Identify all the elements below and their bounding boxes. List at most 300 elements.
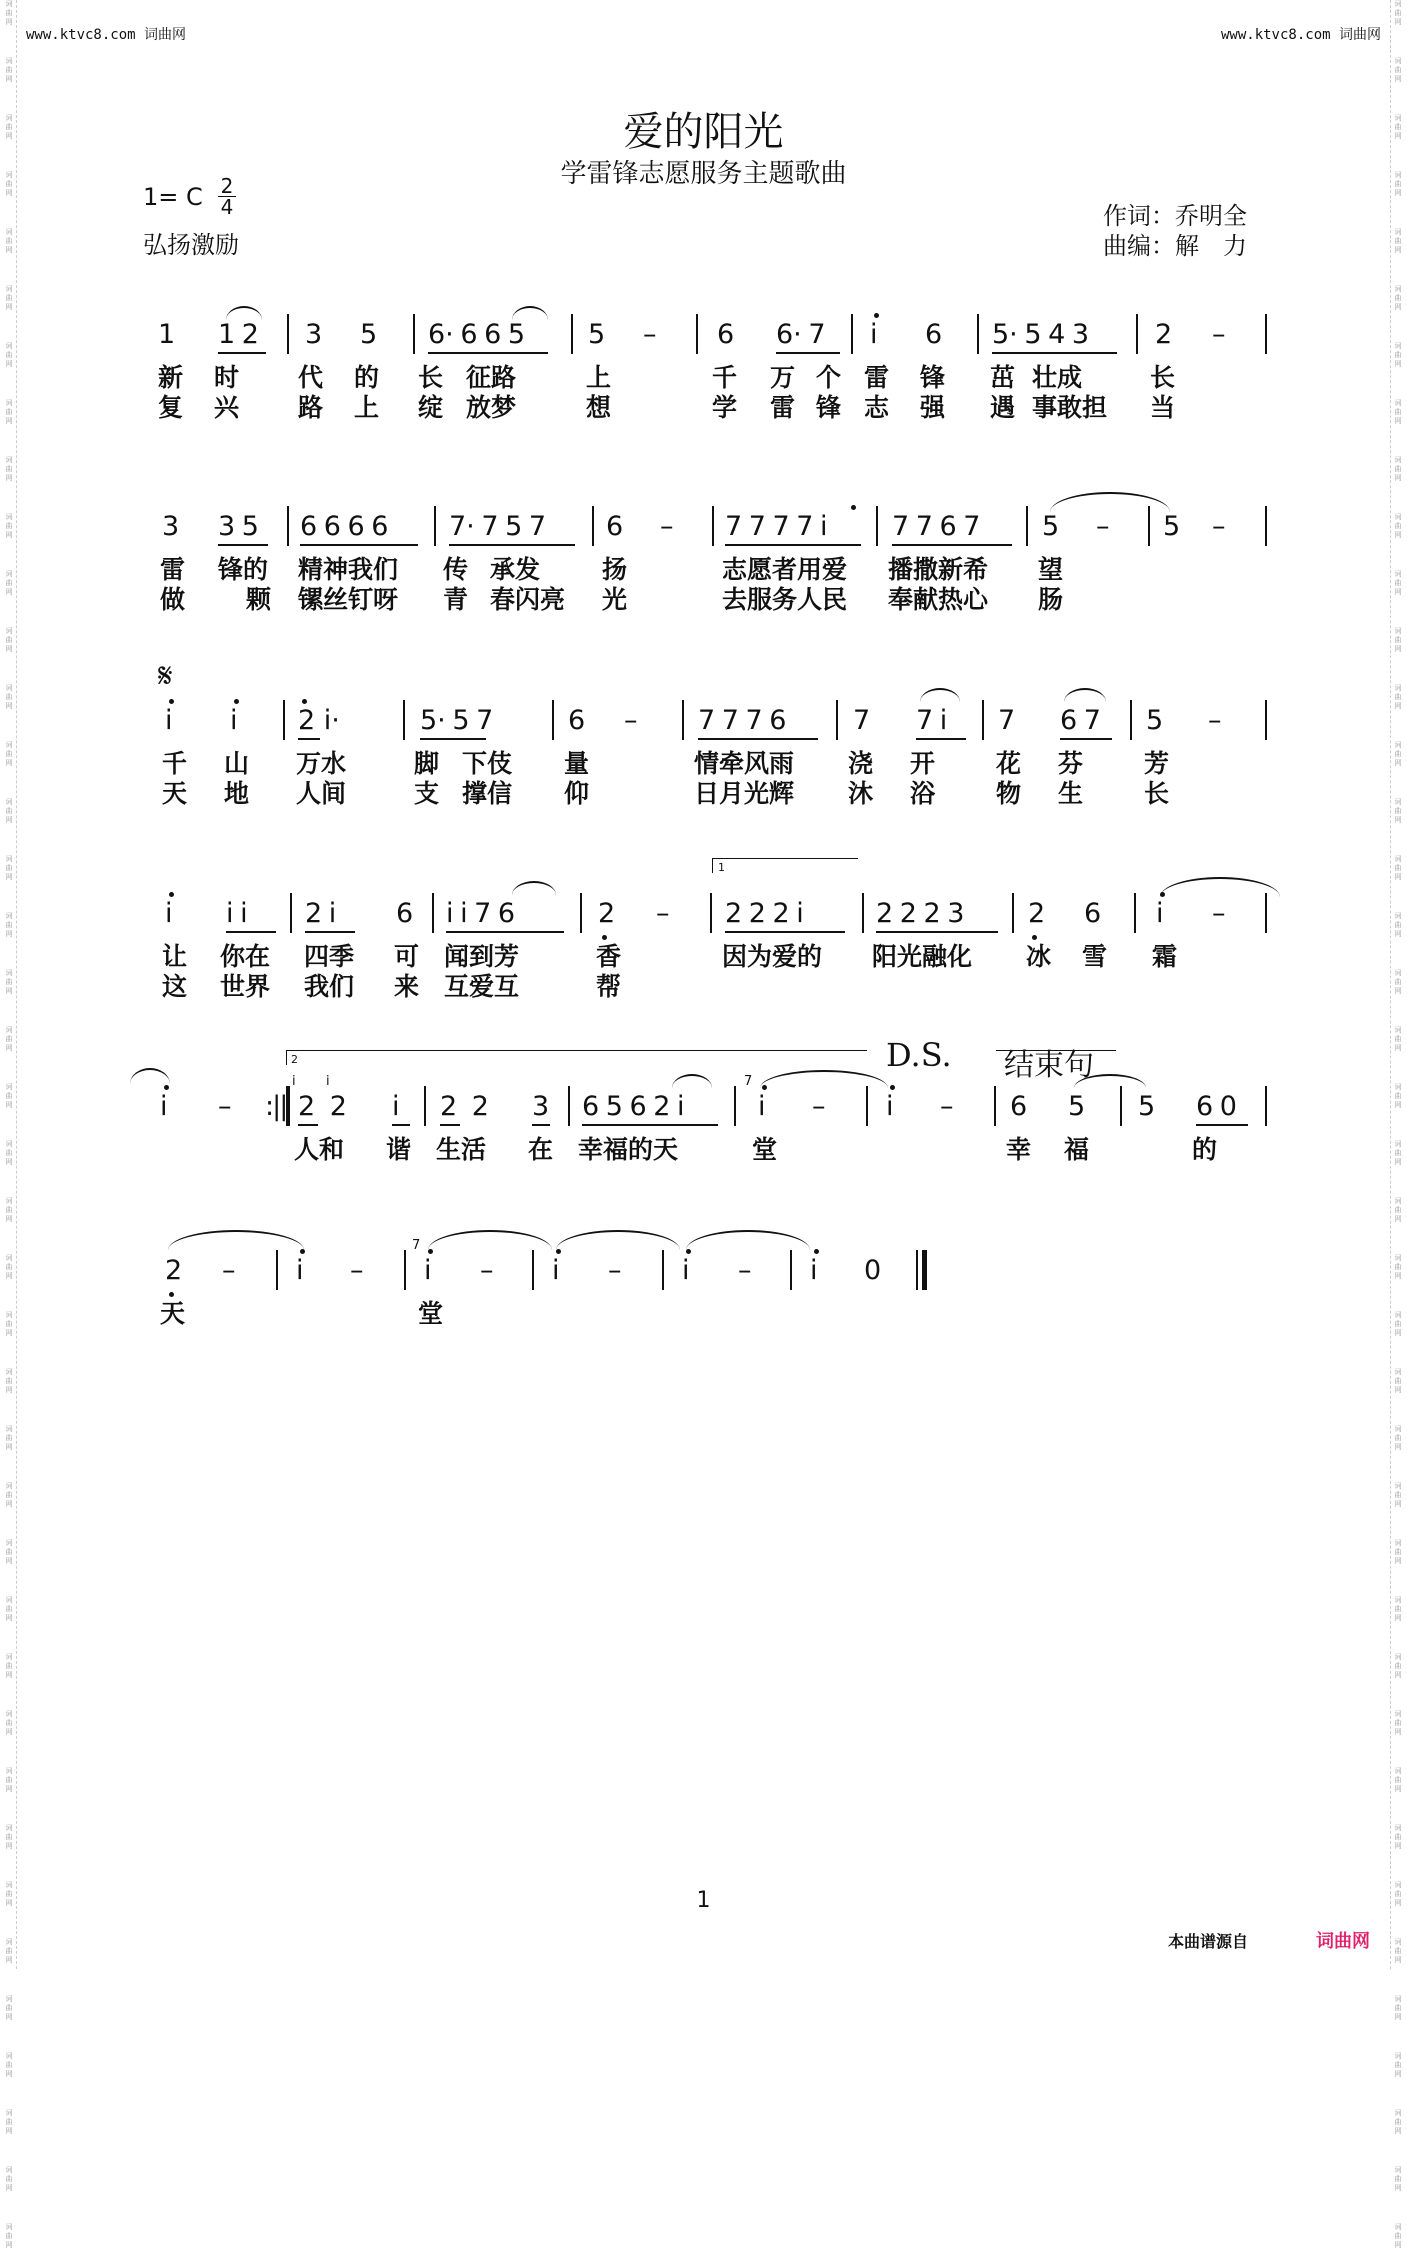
lyric: 因为爱的 <box>722 942 823 971</box>
watermark-text: 词 曲 网 <box>5 912 13 938</box>
watermark-text: 词 曲 网 <box>5 1653 13 1679</box>
octave-dot <box>602 935 607 940</box>
note: 6 <box>606 511 624 542</box>
dash: – <box>350 1255 364 1286</box>
barline <box>1026 506 1028 546</box>
lyric: 堂 <box>418 1299 444 1328</box>
note: i <box>758 1091 766 1122</box>
lyric: 颗 <box>246 585 272 614</box>
octave-dot <box>169 699 174 704</box>
barline <box>1265 314 1267 354</box>
barline <box>290 893 292 933</box>
note: i <box>810 1255 818 1286</box>
beam <box>305 931 355 933</box>
octave-dot <box>890 1085 895 1090</box>
note: 5 <box>1068 1091 1086 1122</box>
barline <box>1265 1086 1267 1126</box>
watermark-text: 词 曲 网 <box>5 1767 13 1793</box>
note: 6 <box>925 319 943 350</box>
note: i <box>392 1091 400 1122</box>
lyric: 做 <box>160 585 186 614</box>
beam <box>582 1124 718 1126</box>
beam <box>298 1124 318 1126</box>
dash: – <box>624 705 638 736</box>
slur <box>672 1074 712 1088</box>
watermark-text: 词 曲 网 <box>5 0 13 26</box>
dash: – <box>660 511 674 542</box>
watermark-text: 词 曲 网 <box>1394 1653 1402 1679</box>
dash: – <box>1096 511 1110 542</box>
beam <box>876 931 998 933</box>
note-group: 6 7 <box>1060 705 1101 736</box>
watermark-text: 词 曲 网 <box>1394 342 1402 368</box>
lyric: 上 <box>354 393 380 422</box>
note: 1 <box>158 319 176 350</box>
tie <box>428 1230 552 1250</box>
lyric: 的 <box>1192 1135 1218 1164</box>
watermark-text: 词 曲 网 <box>5 741 13 767</box>
note: 2 <box>1155 319 1173 350</box>
note: 5 <box>1042 511 1060 542</box>
watermark-text: 词 曲 网 <box>5 1311 13 1337</box>
octave-dot <box>300 1249 305 1254</box>
lyric: 闻到芳 <box>444 942 520 971</box>
lyric: 志愿者用爱 <box>722 555 848 584</box>
lyric: 开 <box>910 749 936 778</box>
note: 5 <box>1146 705 1164 736</box>
lyric: 浴 <box>910 779 936 808</box>
header-url-left: www.ktvc8.com 词曲网 <box>26 27 187 43</box>
lyric: 福 <box>1064 1135 1090 1164</box>
lyric: 让 <box>162 942 188 971</box>
lyric: 锋 <box>816 393 842 422</box>
watermark-text: 词 曲 网 <box>1394 1254 1402 1280</box>
dash: – <box>480 1255 494 1286</box>
note: 2 <box>165 1255 183 1286</box>
watermark-text: 词 曲 网 <box>1394 2166 1402 2192</box>
dash: – <box>1212 511 1226 542</box>
barline <box>866 1086 868 1126</box>
note-group: 2 i· <box>298 705 340 736</box>
barline <box>977 314 979 354</box>
barline <box>1134 893 1136 933</box>
lyric: 地 <box>224 779 250 808</box>
lyric: 生活 <box>436 1135 487 1164</box>
lyric: 新 <box>158 363 184 392</box>
barline <box>283 700 285 740</box>
watermark-text: 词 曲 网 <box>5 1710 13 1736</box>
lyric: 承发 <box>490 555 541 584</box>
note: 5 <box>1138 1091 1156 1122</box>
lyric: 路 <box>298 393 324 422</box>
barline <box>696 314 698 354</box>
watermark-text: 词 曲 网 <box>5 1824 13 1850</box>
watermark-text: 词 曲 网 <box>1394 114 1402 140</box>
beam <box>226 931 276 933</box>
beam <box>1196 1124 1248 1126</box>
barline <box>1265 893 1267 933</box>
slur <box>226 306 262 320</box>
watermark-text: 词 曲 网 <box>5 627 13 653</box>
lyric: 人和 <box>294 1135 345 1164</box>
watermark-text: 词 曲 网 <box>5 1881 13 1907</box>
lyric: 量 <box>564 749 590 778</box>
barline <box>568 1086 570 1126</box>
dash: – <box>608 1255 622 1286</box>
note-group: 2 i <box>305 898 337 929</box>
watermark-text: 词 曲 网 <box>1394 570 1402 596</box>
lyric: 学 <box>712 393 738 422</box>
barline <box>734 1086 736 1126</box>
beam <box>992 352 1117 354</box>
barline <box>403 700 405 740</box>
lyric: 想 <box>586 393 612 422</box>
time-signature-top: 2 <box>220 174 234 198</box>
lyric: 茁 <box>990 363 1016 392</box>
barline <box>276 1250 278 1290</box>
lyric: 的 <box>354 363 380 392</box>
lyric: 锋 <box>920 363 946 392</box>
watermark-text: 词 曲 网 <box>1394 2223 1402 2249</box>
barline <box>592 506 594 546</box>
beam <box>1060 738 1112 740</box>
lyric: 万 <box>770 363 796 392</box>
watermark-text: 词 曲 网 <box>5 1425 13 1451</box>
watermark-text: 词 曲 网 <box>1394 1083 1402 1109</box>
octave-dot <box>1032 935 1037 940</box>
barline <box>552 700 554 740</box>
beam <box>725 544 861 546</box>
watermark-text: 词 曲 网 <box>5 1938 13 1964</box>
tempo-mood: 弘扬激励 <box>143 231 239 259</box>
segno-sign: 𝄋 <box>158 656 173 696</box>
watermark-text: 词 曲 网 <box>1394 0 1402 26</box>
slur <box>920 688 960 702</box>
watermark-text: 词 曲 网 <box>5 2223 13 2249</box>
barline <box>287 314 289 354</box>
slur <box>512 306 548 320</box>
barline <box>712 506 714 546</box>
slur <box>512 881 556 895</box>
lyric: 浇 <box>848 749 874 778</box>
watermark-text: 词 曲 网 <box>5 1596 13 1622</box>
watermark-text: 词 曲 网 <box>1394 1482 1402 1508</box>
lyric: 雪 <box>1082 942 1108 971</box>
watermark-text: 词 曲 网 <box>5 570 13 596</box>
lyric: 兴 <box>214 393 240 422</box>
watermark-text: 词 曲 网 <box>5 684 13 710</box>
tie <box>168 1230 304 1250</box>
watermark-text: 词 曲 网 <box>1394 684 1402 710</box>
lyric: 沐 <box>848 779 874 808</box>
final-barline <box>922 1250 927 1290</box>
note-group: 6· 7 <box>776 319 826 350</box>
barline <box>836 700 838 740</box>
octave-dot <box>302 699 307 704</box>
watermark-text: 词 曲 网 <box>1394 912 1402 938</box>
lyric: 雷 <box>864 363 890 392</box>
lyric: 事敢担 <box>1032 393 1108 422</box>
watermark-text: 词 曲 网 <box>1394 1026 1402 1052</box>
lyric: 日月光辉 <box>694 779 795 808</box>
beam <box>725 931 845 933</box>
grace-note: 7 <box>412 1238 421 1253</box>
first-ending-number: 1 <box>718 861 725 874</box>
watermark-text: 词 曲 网 <box>5 1026 13 1052</box>
watermark-text: 词 曲 网 <box>1394 1311 1402 1337</box>
watermark-text: 词 曲 网 <box>5 1368 13 1394</box>
watermark-text: 词 曲 网 <box>1394 1767 1402 1793</box>
watermark-text: 词 曲 网 <box>5 399 13 425</box>
note: 7 <box>853 705 871 736</box>
dash: – <box>1212 319 1226 350</box>
barline <box>434 506 436 546</box>
barline <box>916 1250 918 1290</box>
beam <box>298 738 320 740</box>
lyric: 世界 <box>220 972 271 1001</box>
lyric: 山 <box>224 749 250 778</box>
lyric: 芳 <box>1144 749 1170 778</box>
beam <box>446 931 564 933</box>
lyric: 脚 <box>414 749 440 778</box>
note: i <box>886 1091 894 1122</box>
tie <box>760 1070 888 1088</box>
note: 3 <box>532 1091 550 1122</box>
lyric: 谐 <box>386 1135 412 1164</box>
time-signature-bottom: 4 <box>218 196 236 217</box>
watermark-text: 词 曲 网 <box>1394 1140 1402 1166</box>
beam <box>218 352 266 354</box>
note: 5 <box>588 319 606 350</box>
lyric: 天 <box>160 1299 186 1328</box>
lyric: 你在 <box>220 942 271 971</box>
note: i <box>165 898 173 929</box>
second-ending-bracket <box>286 1050 867 1065</box>
watermark-text: 词 曲 网 <box>1394 1824 1402 1850</box>
watermark-text: 词 曲 网 <box>5 2109 13 2135</box>
watermark-text: 词 曲 网 <box>5 1539 13 1565</box>
dash: – <box>738 1255 752 1286</box>
barline <box>1012 893 1014 933</box>
beam <box>892 544 1012 546</box>
beam <box>449 544 575 546</box>
dash: – <box>643 319 657 350</box>
dash: – <box>656 898 670 929</box>
dash: – <box>1208 705 1222 736</box>
watermark-text: 词 曲 网 <box>5 285 13 311</box>
note: 2 <box>1028 898 1046 929</box>
note-group: 7· 7 5 7 <box>449 511 547 542</box>
lyric: 传 <box>443 555 469 584</box>
watermark-text: 词 曲 网 <box>5 1254 13 1280</box>
note-group: 2 2 <box>298 1091 347 1122</box>
lyric: 可 <box>394 942 420 971</box>
lyric: 这 <box>162 972 188 1001</box>
barline <box>287 506 289 546</box>
lyric: 代 <box>298 363 324 392</box>
lyric: 长 <box>1150 363 1176 392</box>
watermark-text: 词 曲 网 <box>5 2052 13 2078</box>
note-group: 6 6 6 6 <box>300 511 389 542</box>
lyric: 芬 <box>1058 749 1084 778</box>
barline <box>424 1086 426 1126</box>
lyric: 扬 <box>602 555 628 584</box>
barline <box>682 700 684 740</box>
lyric: 仰 <box>564 779 590 808</box>
right-watermark-strip <box>1390 0 1405 2249</box>
lyric: 在 <box>528 1135 554 1164</box>
lyric: 镙丝钉呀 <box>298 585 399 614</box>
lyric: 光 <box>602 585 628 614</box>
watermark-text: 词 曲 网 <box>1394 2109 1402 2135</box>
octave-dot <box>851 505 856 510</box>
note: 2 <box>598 898 616 929</box>
note-group: 2 2 2 3 <box>876 898 965 929</box>
song-title: 爱的阳光 <box>623 109 784 155</box>
watermark-text: 词 曲 网 <box>5 57 13 83</box>
lyric: 志 <box>864 393 890 422</box>
lyric: 征路 <box>466 363 517 392</box>
lyric: 千 <box>162 749 188 778</box>
lyric: 花 <box>996 749 1022 778</box>
octave-dot <box>169 1292 174 1297</box>
lyric: 长 <box>418 363 444 392</box>
watermark-text: 词 曲 网 <box>5 456 13 482</box>
watermark-text: 词 曲 网 <box>1394 399 1402 425</box>
watermark-text: 词 曲 网 <box>5 513 13 539</box>
beam <box>300 544 418 546</box>
watermark-text: 词 曲 网 <box>5 969 13 995</box>
note: i <box>870 319 878 350</box>
octave-dot <box>874 313 879 318</box>
watermark-text: 词 曲 网 <box>1394 456 1402 482</box>
repeat-barline <box>286 1086 290 1126</box>
beam <box>698 738 818 740</box>
watermark-text: 词 曲 网 <box>1394 1596 1402 1622</box>
left-watermark-strip <box>2 0 17 2249</box>
lyric: 复 <box>158 393 184 422</box>
watermark-text: 词 曲 网 <box>1394 513 1402 539</box>
watermark-text: 词 曲 网 <box>1394 285 1402 311</box>
lyric: 播撒新希 <box>888 555 989 584</box>
rest: 0 <box>864 1255 882 1286</box>
barline <box>1148 506 1150 546</box>
note: 6 <box>396 898 414 929</box>
watermark-text: 词 曲 网 <box>1394 1197 1402 1223</box>
song-subtitle: 学雷锋志愿服务主题歌曲 <box>560 159 847 189</box>
lyric: 长 <box>1144 779 1170 808</box>
note-group: 7 7 7 7 i <box>725 511 828 542</box>
dash: – <box>222 1255 236 1286</box>
barline <box>571 314 573 354</box>
barline <box>662 1250 664 1290</box>
lyric: 冰 <box>1026 942 1052 971</box>
coda-label: 结束句 <box>1004 1048 1094 1083</box>
lyric: 个 <box>816 363 842 392</box>
barline <box>580 893 582 933</box>
barline <box>432 893 434 933</box>
lyric: 幸 <box>1006 1135 1032 1164</box>
barline <box>790 1250 792 1290</box>
dash: – <box>218 1091 232 1122</box>
composer: 曲编：解 力 <box>1103 232 1247 260</box>
barline <box>851 314 853 354</box>
beam <box>440 1124 460 1126</box>
watermark-text: 词 曲 网 <box>1394 1710 1402 1736</box>
note-group: 1 2 <box>218 319 259 350</box>
lyric: 锋的 <box>218 555 269 584</box>
note-group: 7 7 7 6 <box>698 705 787 736</box>
lyric: 幸福的天 <box>578 1135 679 1164</box>
barline <box>1130 700 1132 740</box>
watermark-text: 词 曲 网 <box>1394 171 1402 197</box>
note-group: 5· 5 4 3 <box>992 319 1090 350</box>
note-group: 7 i <box>916 705 948 736</box>
note-group: 5· 5 7 <box>420 705 494 736</box>
lyric: 物 <box>996 779 1022 808</box>
watermark-text: 词 曲 网 <box>1394 1368 1402 1394</box>
beam <box>428 352 548 354</box>
watermark-text: 词 曲 网 <box>1394 741 1402 767</box>
watermark-text: 词 曲 网 <box>1394 627 1402 653</box>
note: i <box>682 1255 690 1286</box>
watermark-text: 词 曲 网 <box>1394 1539 1402 1565</box>
barline <box>1120 1086 1122 1126</box>
watermark-text: 词 曲 网 <box>1394 228 1402 254</box>
note: 3 <box>305 319 323 350</box>
note: i <box>552 1255 560 1286</box>
beam <box>916 738 966 740</box>
tie <box>686 1230 810 1250</box>
note: 5 <box>360 319 378 350</box>
watermark-text: 词 曲 网 <box>1394 1938 1402 1964</box>
barline <box>862 893 864 933</box>
lyric: 四季 <box>304 942 355 971</box>
source-brand: 词曲网 <box>1316 1931 1370 1952</box>
lyric: 千 <box>712 363 738 392</box>
octave-dot <box>169 892 174 897</box>
note: i <box>424 1255 432 1286</box>
barline <box>404 1250 406 1290</box>
note-group: 6· 6 6 5 <box>428 319 526 350</box>
note: 7 <box>998 705 1016 736</box>
dash: – <box>812 1091 826 1122</box>
barline <box>413 314 415 354</box>
lyric: 奉献热心 <box>888 585 989 614</box>
lyric: 生 <box>1058 779 1084 808</box>
lyric: 万水 <box>296 749 347 778</box>
lyric: 香 <box>596 942 622 971</box>
watermark-text: 词 曲 网 <box>1394 1995 1402 2021</box>
note-group: 7 7 6 7 <box>892 511 981 542</box>
barline <box>876 506 878 546</box>
lyric: 互爱互 <box>444 972 520 1001</box>
lyric: 人间 <box>296 779 347 808</box>
watermark-text: 词 曲 网 <box>5 1140 13 1166</box>
barline <box>1265 700 1267 740</box>
watermark-text: 词 曲 网 <box>1394 969 1402 995</box>
lyric: 望 <box>1038 555 1064 584</box>
lyric: 我们 <box>304 972 355 1001</box>
note-group: 2 2 <box>440 1091 489 1122</box>
note-group: 6 0 <box>1196 1091 1237 1122</box>
note: 3 <box>162 511 180 542</box>
lyric: 霜 <box>1152 942 1178 971</box>
time-signature <box>218 176 236 217</box>
lyric: 遇 <box>990 393 1016 422</box>
lyric: 时 <box>214 363 240 392</box>
beam <box>776 352 840 354</box>
